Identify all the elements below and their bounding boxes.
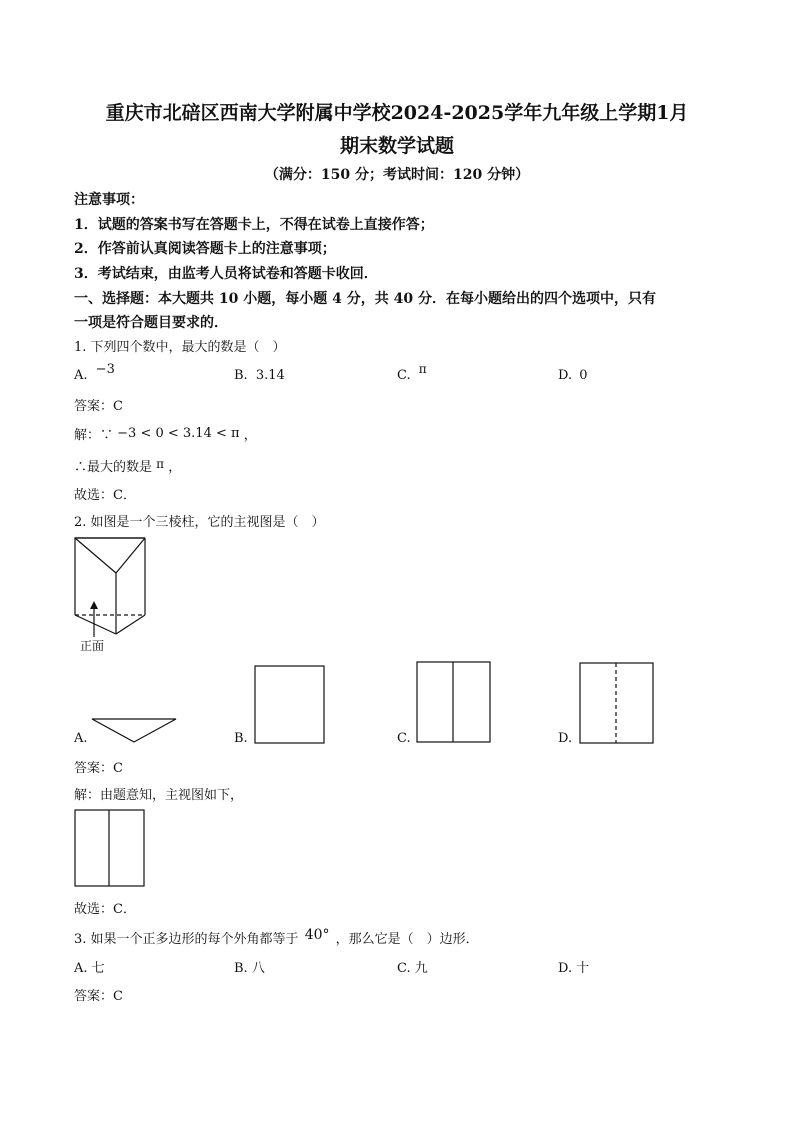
- q3-option-c: [397, 957, 428, 976]
- therefore-value: π: [156, 457, 165, 471]
- question-3-stem: [74, 928, 479, 947]
- q2-option-a-label: A.: [74, 731, 88, 746]
- q2-option-c-label: C.: [397, 731, 411, 746]
- option-label: C.: [397, 961, 411, 976]
- note-item: 2．作答前认真阅读答题卡上的注意事项；: [74, 241, 336, 257]
- therefore-suffix: ，: [168, 460, 182, 475]
- front-label: 正面: [80, 639, 105, 653]
- option-label: D.: [558, 368, 573, 383]
- section-heading: 一、选择题：本大题共 10 小题，每小题 4 分，共 40 分．在每小题给出的四个选项中，只有: [74, 291, 656, 307]
- q3-option-d: [558, 957, 589, 976]
- therefore-prefix: ∴最大的数是: [74, 460, 153, 475]
- q3-option-b: [234, 957, 265, 976]
- q1-option-d: [558, 368, 588, 383]
- q2-option-d-label: D.: [558, 731, 573, 746]
- question-1-stem: 1. 下列四个数中，最大的数是（ ）: [74, 340, 286, 355]
- note-item: 1．试题的答案书写在答题卡上，不得在试卷上直接作答；: [74, 217, 434, 233]
- angle-value: 40°: [304, 927, 330, 943]
- q2-answer: 答案：C: [74, 761, 123, 776]
- solution-prefix: 解：∵: [74, 428, 114, 443]
- document-title-line2: 期末数学试题: [339, 135, 454, 157]
- q1-therefore: [74, 456, 181, 475]
- option-value: 七: [91, 961, 105, 976]
- option-label: A.: [74, 961, 88, 976]
- stem-prefix: 3. 如果一个正多边形的每个外角都等于: [74, 932, 299, 947]
- q2-choose: 故选：C．: [74, 902, 136, 917]
- option-value: 八: [251, 961, 265, 976]
- option-a-triangle-figure: [90, 716, 180, 746]
- q1-option-a: [74, 362, 115, 383]
- q1-option-c: [397, 362, 427, 383]
- option-value: −3: [95, 362, 115, 377]
- solution-suffix: ，: [243, 428, 257, 443]
- notes-heading: 注意事项：: [74, 192, 144, 208]
- exam-info: （满分：150 分；考试时间：120 分钟）: [264, 167, 530, 183]
- option-c-divided-rectangle-figure: [416, 661, 494, 745]
- option-value: 0: [579, 368, 588, 383]
- q3-option-a: [74, 957, 105, 976]
- q3-answer: 答案：C: [74, 989, 123, 1004]
- solution-front-view-figure: [74, 809, 148, 889]
- note-item: 3．考试结束，由监考人员将试卷和答题卡收回．: [74, 266, 378, 282]
- option-value: 十: [576, 961, 590, 976]
- option-label: B.: [234, 961, 248, 976]
- option-label: D.: [558, 961, 573, 976]
- option-label: C.: [397, 368, 411, 383]
- solution-expression: −3 < 0 < 3.14 < π: [117, 426, 240, 441]
- option-value: π: [418, 362, 427, 376]
- q2-option-b-label: B.: [234, 731, 248, 746]
- section-heading-cont: 一项是符合题目要求的．: [74, 315, 228, 331]
- q1-solution: [74, 424, 257, 443]
- q1-option-b: [234, 368, 285, 383]
- option-b-square-figure: [254, 665, 328, 745]
- stem-suffix: ，那么它是（ ）边形．: [335, 932, 479, 947]
- option-d-dashed-rectangle-figure: [579, 662, 657, 746]
- q1-choose: 故选：C．: [74, 488, 136, 503]
- q1-answer: 答案：C: [74, 399, 123, 414]
- question-2-stem: 2. 如图是一个三棱柱，它的主视图是（ ）: [74, 515, 325, 530]
- option-value: 九: [414, 961, 428, 976]
- option-value: 3.14: [255, 368, 285, 383]
- q2-solution: 解：由题意知，主视图如下，: [74, 788, 244, 803]
- option-label: A.: [74, 368, 88, 383]
- option-label: B.: [234, 368, 248, 383]
- document-title-line1: 重庆市北碚区西南大学附属中学校2024-2025学年九年级上学期1月: [105, 102, 689, 124]
